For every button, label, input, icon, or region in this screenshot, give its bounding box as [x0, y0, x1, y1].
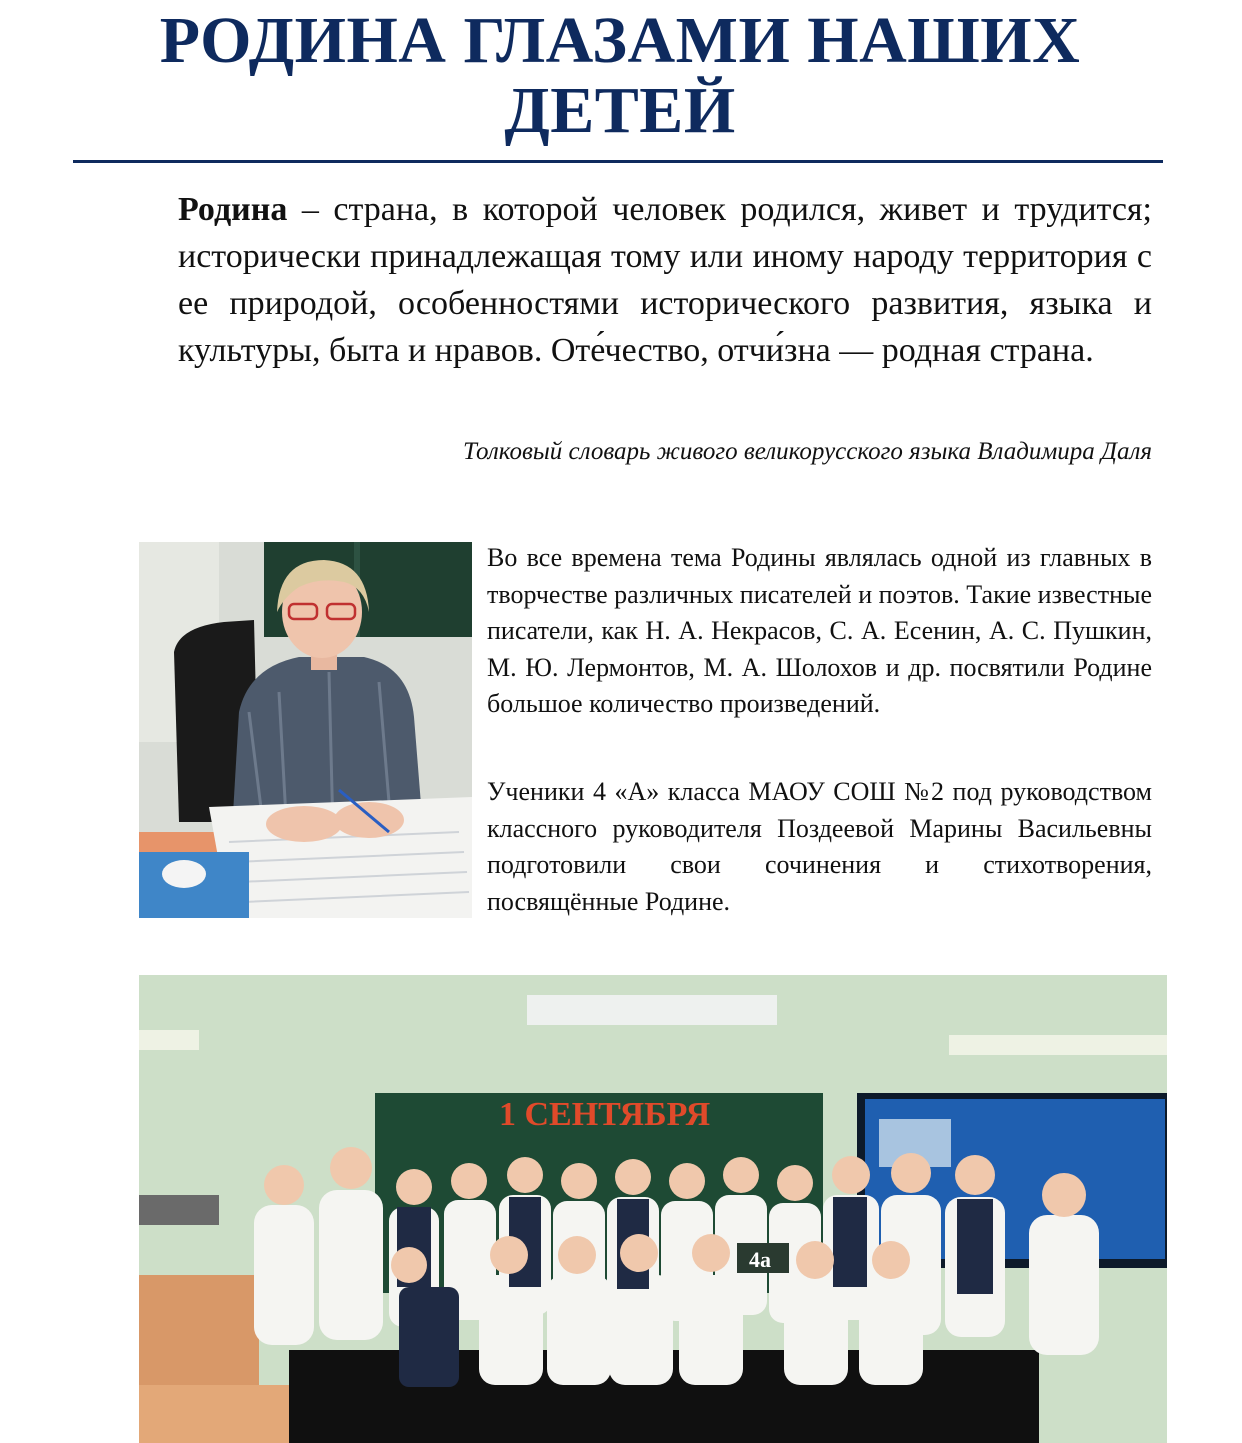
definition-paragraph [178, 186, 1152, 374]
board-banner: 1 СЕНТЯБРЯ [499, 1096, 711, 1133]
title-divider [73, 160, 1163, 163]
class-sign: 4а [749, 1247, 771, 1272]
class-photo [139, 975, 1167, 1443]
intro-paragraph: Во все времена тема Родины являлась одной из главных в творчестве различных писателей и поэтов. Такие известные писатели, как Н. А. Некрасов, С. А. Есенин, А. С. Пушкин, М. Ю. Лермонтов, М. А. Шолохов и др. посвятили Родине большое количество произведений. [487, 543, 1152, 719]
definition-term: Родина [178, 191, 288, 228]
page-title: РОДИНА ГЛАЗАМИ НАШИХ ДЕТЕЙ [159, 4, 1081, 147]
class-paragraph: Ученики 4 «А» класса МАОУ СОШ №2 под руководством классного руководителя Поздеевой Марины Васильевны подготовили свои сочинения и стихотворения, посвящённые Родине. [487, 777, 1152, 916]
teacher-photo [139, 542, 472, 918]
definition-text: – страна, в которой человек родился, живет и трудится; исторически принадлежащая тому или иному народу территория с ее природой, особенностями исторического развития, языка и культуры, быта и нравов. Оте́чество, отчи́зна — родная страна. [178, 191, 1152, 369]
definition-source: Толковый словарь живого великорусского языка Владимира Даля [462, 438, 1152, 465]
